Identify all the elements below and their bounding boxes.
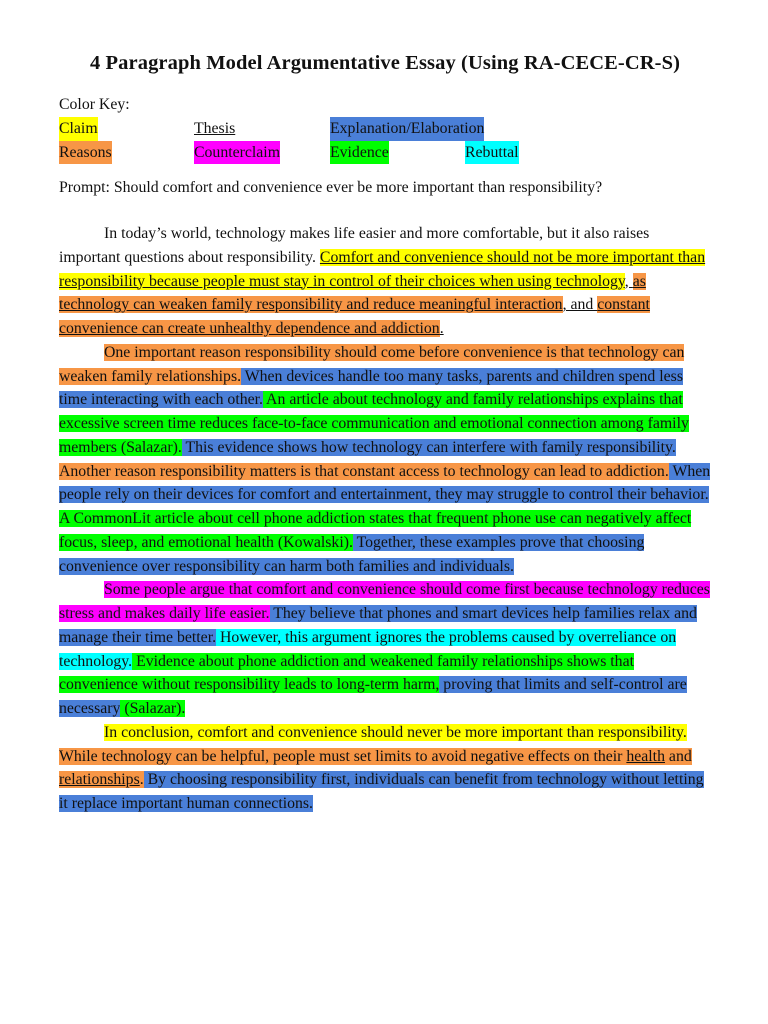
color-key-row-1 bbox=[59, 117, 711, 141]
essay-prompt: Prompt: Should comfort and convenience ever be more important than responsibility? bbox=[59, 179, 603, 197]
rebuttal-explanation: proving that limits and self-control are necessary bbox=[59, 676, 687, 717]
conclusion-claim: In conclusion, comfort and convenience should never be more important than responsibility. bbox=[104, 723, 687, 741]
color-key bbox=[59, 93, 711, 164]
thesis-reason-2: constant convenience can create unhealthy dependence and addiction bbox=[59, 296, 650, 337]
key-claim: Claim bbox=[59, 117, 98, 141]
explanation-2: This evidence shows how technology can interfere with family responsibility. bbox=[181, 438, 676, 456]
counterclaim: Some people argue that comfort and convenience should come first because technology reduces stress and makes daily life easier. bbox=[59, 581, 710, 622]
reason-2: Another reason responsibility matters is that constant access to technology can lead to addiction. bbox=[59, 462, 669, 480]
key-rebuttal: Rebuttal bbox=[465, 141, 519, 165]
paragraph-counterclaim bbox=[59, 578, 711, 721]
document-title: 4 Paragraph Model Argumentative Essay (Using RA-CECE-CR-S) bbox=[89, 52, 681, 74]
conclusion-reason-text: While technology can be helpful, people must set limits to avoid negative effects on their bbox=[59, 747, 627, 765]
rebuttal-citation: (Salazar). bbox=[120, 700, 186, 717]
key-reasons: Reasons bbox=[59, 141, 112, 165]
thesis-comma: , bbox=[624, 272, 633, 290]
counter-explanation: They believe that phones and smart devices help families relax and manage their time better. bbox=[59, 605, 697, 646]
key-evidence: Evidence bbox=[330, 141, 389, 165]
explanation-3: When people rely on their devices for comfort and entertainment, they may struggle to control their behavior. bbox=[59, 462, 711, 504]
paragraph-introduction bbox=[59, 222, 711, 341]
key-thesis: Thesis bbox=[194, 119, 236, 137]
paragraph-body-reasons bbox=[59, 341, 711, 579]
rebuttal: However, this argument ignores the problems caused by overreliance on technology. bbox=[59, 628, 677, 670]
thesis-claim: Comfort and convenience should not be more important than responsibility because people must stay in control of their choices when using technology bbox=[59, 248, 706, 290]
conclusion-relationships: relationships bbox=[59, 771, 140, 789]
explanation-4: Together, these examples prove that choosing convenience over responsibility can harm both families and individuals. bbox=[59, 533, 645, 575]
color-key-row-2 bbox=[59, 141, 711, 165]
thesis-and: , and bbox=[562, 296, 598, 314]
intro-hook: In today’s world, technology makes life easier and more comfortable, but it also raises important questions about responsibility. bbox=[59, 225, 650, 266]
key-explanation: Explanation/Elaboration bbox=[330, 117, 484, 141]
conclusion-and: and bbox=[664, 747, 692, 765]
rebuttal-evidence: Evidence about phone addiction and weakened family relationships shows that convenience without responsibility leads to long-term harm, bbox=[59, 652, 634, 694]
evidence-2: A CommonLit article about cell phone addiction states that frequent phone use can negatively affect focus, sleep, and emotional health (Kowalski). bbox=[59, 510, 692, 551]
document-page bbox=[59, 52, 711, 816]
thesis-reason-1: as technology can weaken family responsibility and reduce meaningful interaction bbox=[59, 272, 646, 314]
thesis-period: . bbox=[439, 320, 444, 337]
explanation-1: When devices handle too many tasks, parents and children spend less time interacting with each other. bbox=[59, 367, 683, 409]
key-counterclaim: Counterclaim bbox=[194, 141, 280, 165]
conclusion-explanation: By choosing responsibility first, individuals can benefit from technology without letting it replace important human connections. bbox=[59, 771, 704, 812]
conclusion-health: health bbox=[626, 747, 665, 765]
paragraph-conclusion bbox=[59, 721, 711, 816]
conclusion-reason-end: . bbox=[139, 771, 144, 789]
evidence-1: An article about technology and family relationships explains that excessive screen time reduces face-to-face communication and emotional connection among family members (Salazar). bbox=[59, 391, 689, 456]
reason-1: One important reason responsibility should come before convenience is that technology can weaken family relationships. bbox=[59, 343, 685, 385]
color-key-label: Color Key: bbox=[59, 96, 130, 113]
essay-body bbox=[59, 222, 711, 816]
